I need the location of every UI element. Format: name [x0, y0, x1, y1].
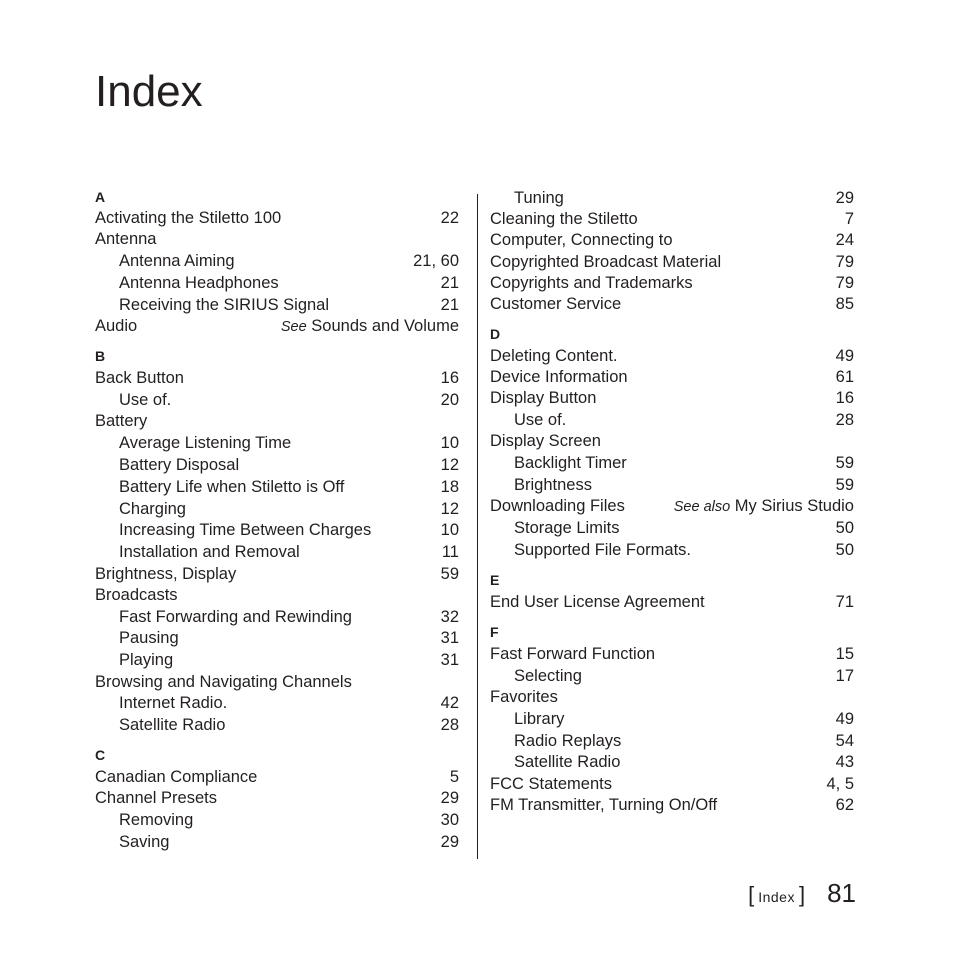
page-number: 81	[827, 878, 856, 908]
index-page-ref: 43	[835, 753, 854, 771]
index-page-ref: 54	[835, 732, 854, 750]
index-term: Audio	[95, 317, 138, 335]
index-page-ref: 10	[440, 521, 459, 539]
index-subentry	[95, 250, 459, 272]
index-term: Antenna Aiming	[95, 250, 237, 272]
index-page-ref: 15	[835, 645, 854, 663]
index-term: Charging	[95, 498, 188, 520]
index-page-ref: 30	[440, 811, 459, 829]
index-term: Battery	[95, 412, 148, 430]
index-page-ref: 62	[835, 796, 854, 814]
index-term: Radio Replays	[490, 730, 623, 752]
index-page-ref: 22	[440, 209, 459, 227]
index-page-ref: 49	[835, 347, 854, 365]
index-letter-heading: B	[95, 348, 106, 364]
index-page-ref: 85	[835, 295, 854, 313]
index-term: Cleaning the Stiletto	[490, 210, 638, 228]
index-term: Pausing	[95, 627, 181, 649]
index-subentry	[490, 409, 854, 431]
index-entry	[95, 563, 459, 585]
index-page-ref: 21, 60	[413, 252, 459, 270]
index-entry	[490, 686, 854, 708]
index-page-ref: 71	[835, 593, 854, 611]
index-subentry	[95, 476, 459, 498]
index-term: Saving	[95, 831, 171, 853]
index-page-ref: 29	[835, 189, 854, 207]
index-page-ref: 59	[835, 454, 854, 472]
index-entry	[490, 591, 854, 613]
index-page-ref: 10	[440, 434, 459, 452]
footer-section-label: Index	[758, 889, 795, 905]
index-page-ref: 29	[440, 789, 459, 807]
index-term: Storage Limits	[490, 517, 621, 539]
index-term: Increasing Time Between Charges	[95, 519, 373, 541]
index-letter-heading: D	[490, 326, 501, 342]
index-entry	[490, 208, 854, 230]
index-entry	[490, 794, 854, 816]
index-subentry	[95, 649, 459, 671]
index-letter-heading: E	[490, 572, 500, 588]
index-term: Average Listening Time	[95, 432, 293, 454]
index-term: End User License Agreement	[490, 593, 705, 611]
index-page-ref: 50	[835, 541, 854, 559]
index-entry	[490, 387, 854, 409]
index-term: Backlight Timer	[490, 452, 629, 474]
index-page-ref: 59	[440, 565, 459, 583]
index-entry	[490, 272, 854, 294]
index-subentry	[95, 714, 459, 736]
index-term: Brightness, Display	[95, 565, 237, 583]
index-subentry	[95, 692, 459, 714]
column-divider	[477, 194, 478, 859]
index-term: Installation and Removal	[95, 541, 302, 563]
index-entry	[95, 410, 459, 432]
index-page-ref: 24	[835, 231, 854, 249]
index-term: Canadian Compliance	[95, 768, 258, 786]
index-subentry	[95, 627, 459, 649]
index-entry	[490, 495, 854, 517]
index-term: Favorites	[490, 688, 558, 706]
index-subentry	[95, 389, 459, 411]
index-page-ref: 32	[440, 608, 459, 626]
index-entry	[95, 367, 459, 389]
index-page-ref: 28	[440, 716, 459, 734]
index-subentry	[95, 809, 459, 831]
index-term: Selecting	[490, 665, 584, 687]
index-subentry	[95, 831, 459, 853]
index-term: Downloading Files	[490, 497, 625, 515]
footer-close-bracket: ]	[798, 882, 806, 907]
index-page-ref: 49	[835, 710, 854, 728]
index-subentry	[95, 432, 459, 454]
index-entry	[95, 766, 459, 788]
index-term: Battery Disposal	[95, 454, 241, 476]
index-page-ref: 31	[440, 651, 459, 669]
index-term: Battery Life when Stiletto is Off	[95, 476, 346, 498]
index-entry	[490, 366, 854, 388]
index-term: Internet Radio.	[95, 692, 229, 714]
page-footer	[748, 878, 856, 914]
index-entry	[490, 773, 854, 795]
index-term: Fast Forward Function	[490, 645, 656, 663]
index-term: Back Button	[95, 369, 184, 387]
index-term: Customer Service	[490, 295, 622, 313]
index-term: Antenna Headphones	[95, 272, 281, 294]
index-letter-heading: A	[95, 189, 106, 205]
index-term: Satellite Radio	[490, 751, 622, 773]
index-term: Fast Forwarding and Rewinding	[95, 606, 354, 628]
index-term: Brightness	[490, 474, 594, 496]
index-term: Deleting Content.	[490, 347, 618, 365]
index-entry	[95, 315, 459, 337]
index-entry	[95, 228, 459, 250]
index-entry	[490, 251, 854, 273]
page-title: Index	[95, 67, 203, 116]
index-page-ref: 4, 5	[826, 775, 854, 793]
index-page-ref: 5	[449, 768, 459, 786]
index-page-ref: 21	[440, 274, 459, 292]
index-term: Browsing and Navigating Channels	[95, 673, 352, 691]
index-term: Use of.	[95, 389, 173, 411]
footer-open-bracket: [	[748, 882, 755, 907]
index-term: FCC Statements	[490, 775, 612, 793]
index-subentry	[95, 606, 459, 628]
index-subentry	[95, 541, 459, 563]
index-term: Display Button	[490, 389, 597, 407]
index-term: Antenna	[95, 230, 157, 248]
index-page-ref: 20	[440, 391, 459, 409]
index-term: Supported File Formats.	[490, 539, 693, 561]
index-subentry	[490, 665, 854, 687]
index-page-ref: 12	[440, 500, 459, 518]
index-term: Broadcasts	[95, 586, 178, 604]
index-term: Receiving the SIRIUS Signal	[95, 294, 331, 316]
index-subentry	[490, 517, 854, 539]
index-page-ref: 21	[440, 296, 459, 314]
index-letter-heading: C	[95, 747, 106, 763]
index-term: Tuning	[490, 187, 566, 209]
index-term: Satellite Radio	[95, 714, 227, 736]
index-subentry	[490, 751, 854, 773]
index-term: Activating the Stiletto 100	[95, 209, 282, 227]
index-subentry	[490, 474, 854, 496]
index-subentry	[490, 730, 854, 752]
index-page-ref: 31	[440, 629, 459, 647]
index-page-ref: 50	[835, 519, 854, 537]
index-page-ref: 7	[844, 210, 854, 228]
index-term: FM Transmitter, Turning On/Off	[490, 796, 718, 814]
index-entry	[490, 430, 854, 452]
index-subentry	[95, 272, 459, 294]
index-entry	[95, 207, 459, 229]
index-subentry	[95, 519, 459, 541]
index-page-ref: 59	[835, 476, 854, 494]
index-entry	[490, 293, 854, 315]
index-entry	[95, 671, 459, 693]
index-term: Use of.	[490, 409, 568, 431]
see-reference: See	[280, 319, 307, 335]
index-subentry	[490, 187, 854, 209]
index-term: Removing	[95, 809, 195, 831]
index-term: Playing	[95, 649, 175, 671]
index-page-ref	[672, 495, 854, 518]
index-entry	[490, 345, 854, 367]
index-page-ref: 79	[835, 253, 854, 271]
index-page-ref: 11	[441, 543, 459, 561]
index-subentry	[95, 454, 459, 476]
index-letter-heading: F	[490, 624, 499, 640]
index-entry	[95, 584, 459, 606]
index-page-ref: 79	[835, 274, 854, 292]
index-page-ref: 12	[440, 456, 459, 474]
see-reference: See also	[673, 499, 731, 515]
index-term: Library	[490, 708, 566, 730]
index-term: Computer, Connecting to	[490, 231, 673, 249]
index-page-ref: 61	[835, 368, 854, 386]
index-page-ref	[279, 315, 459, 338]
index-subentry	[490, 452, 854, 474]
see-target: Sounds and Volume	[311, 317, 459, 335]
index-page-ref: 28	[835, 411, 854, 429]
index-subentry	[490, 708, 854, 730]
index-term: Copyrighted Broadcast Material	[490, 253, 722, 271]
index-term: Channel Presets	[95, 789, 217, 807]
index-page-ref: 42	[440, 694, 459, 712]
index-entry	[490, 229, 854, 251]
index-entry	[95, 787, 459, 809]
index-page-ref: 16	[835, 389, 854, 407]
see-target: My Sirius Studio	[734, 497, 854, 515]
index-page-ref: 18	[440, 478, 459, 496]
index-page-ref: 29	[440, 833, 459, 851]
index-term: Copyrights and Trademarks	[490, 274, 693, 292]
index-term: Display Screen	[490, 432, 601, 450]
index-subentry	[95, 498, 459, 520]
index-subentry	[490, 539, 854, 561]
index-page-ref: 17	[835, 667, 854, 685]
index-term: Device Information	[490, 368, 628, 386]
index-page-ref: 16	[440, 369, 459, 387]
index-entry	[490, 643, 854, 665]
index-subentry	[95, 294, 459, 316]
